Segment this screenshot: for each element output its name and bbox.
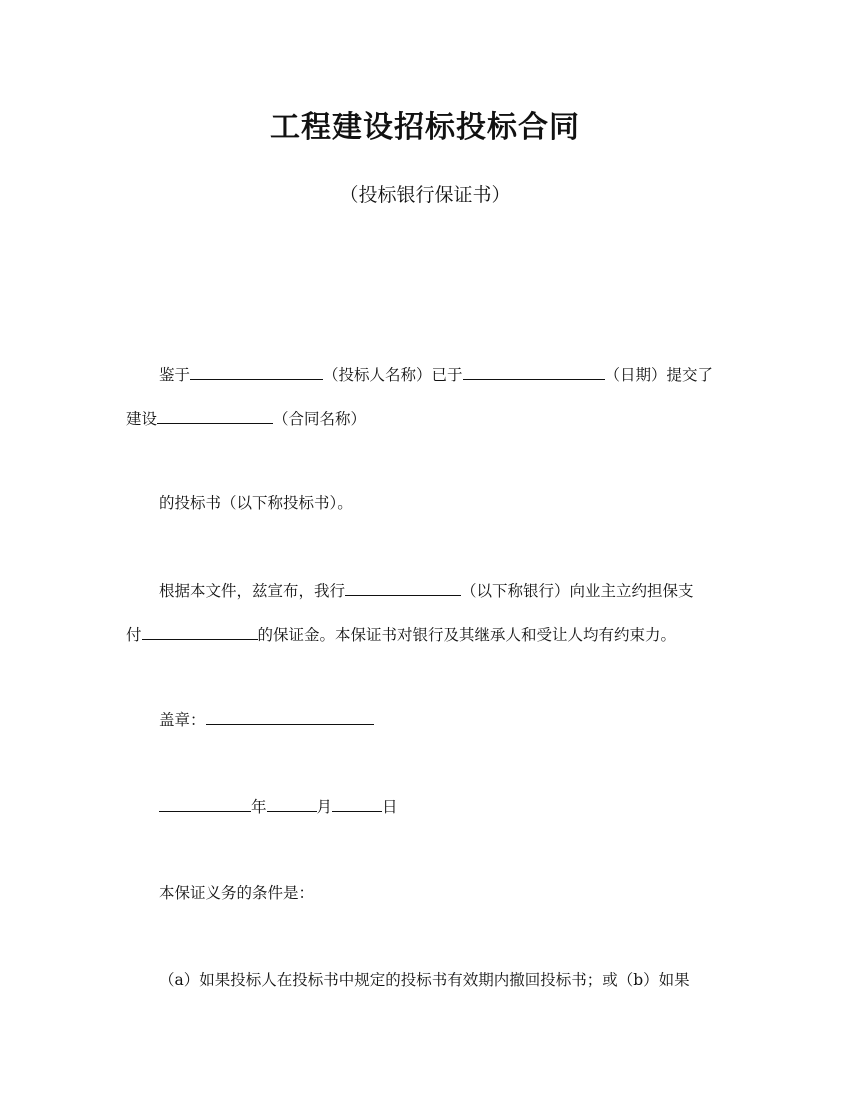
text-guarantee-terms: 的保证金。本保证书对银行及其继承人和受让人均有约束力。 (257, 626, 677, 644)
document-title: 工程建设招标投标合同 (270, 110, 580, 145)
paragraph-2: 的投标书（以下称投标书）。 (159, 494, 353, 512)
bank-name-blank[interactable] (345, 580, 461, 596)
text-bank-label: （以下称银行）向业主立约担保支 (461, 582, 694, 600)
date-line (159, 796, 398, 817)
text-date-label: （日期）提交了 (604, 366, 714, 384)
document-subtitle: （投标银行保证书） (339, 184, 511, 206)
paragraph-1-line-1 (159, 364, 713, 385)
text-fu: 付 (126, 626, 142, 644)
month-blank[interactable] (267, 796, 317, 812)
text-contract-name-label: （合同名称） (273, 410, 367, 428)
text-jianyu: 鉴于 (159, 366, 191, 384)
seal-line (159, 709, 374, 730)
conditions-intro: 本保证义务的条件是： (159, 884, 315, 902)
text-jianshe: 建设 (126, 410, 158, 428)
condition-a: （a）如果投标人在投标书中规定的投标书有效期内撤回投标书；或（b）如果 (159, 971, 690, 989)
paragraph-3-line-1 (159, 580, 694, 601)
paragraph-1-line-2 (126, 408, 366, 429)
bidder-name-blank[interactable] (190, 364, 323, 380)
date-blank[interactable] (463, 364, 605, 380)
text-declaration: 根据本文件，兹宣布，我行 (159, 582, 346, 600)
amount-blank[interactable] (142, 624, 258, 640)
paragraph-3-line-2 (126, 624, 676, 645)
year-blank[interactable] (159, 796, 251, 812)
year-label: 年 (251, 798, 267, 816)
day-blank[interactable] (332, 796, 382, 812)
seal-blank[interactable] (206, 709, 374, 725)
text-bidder-name-label: （投标人名称）已于 (323, 366, 463, 384)
day-label: 日 (382, 798, 398, 816)
seal-label: 盖章： (159, 711, 206, 729)
month-label: 月 (316, 798, 333, 816)
contract-name-blank[interactable] (157, 408, 273, 424)
